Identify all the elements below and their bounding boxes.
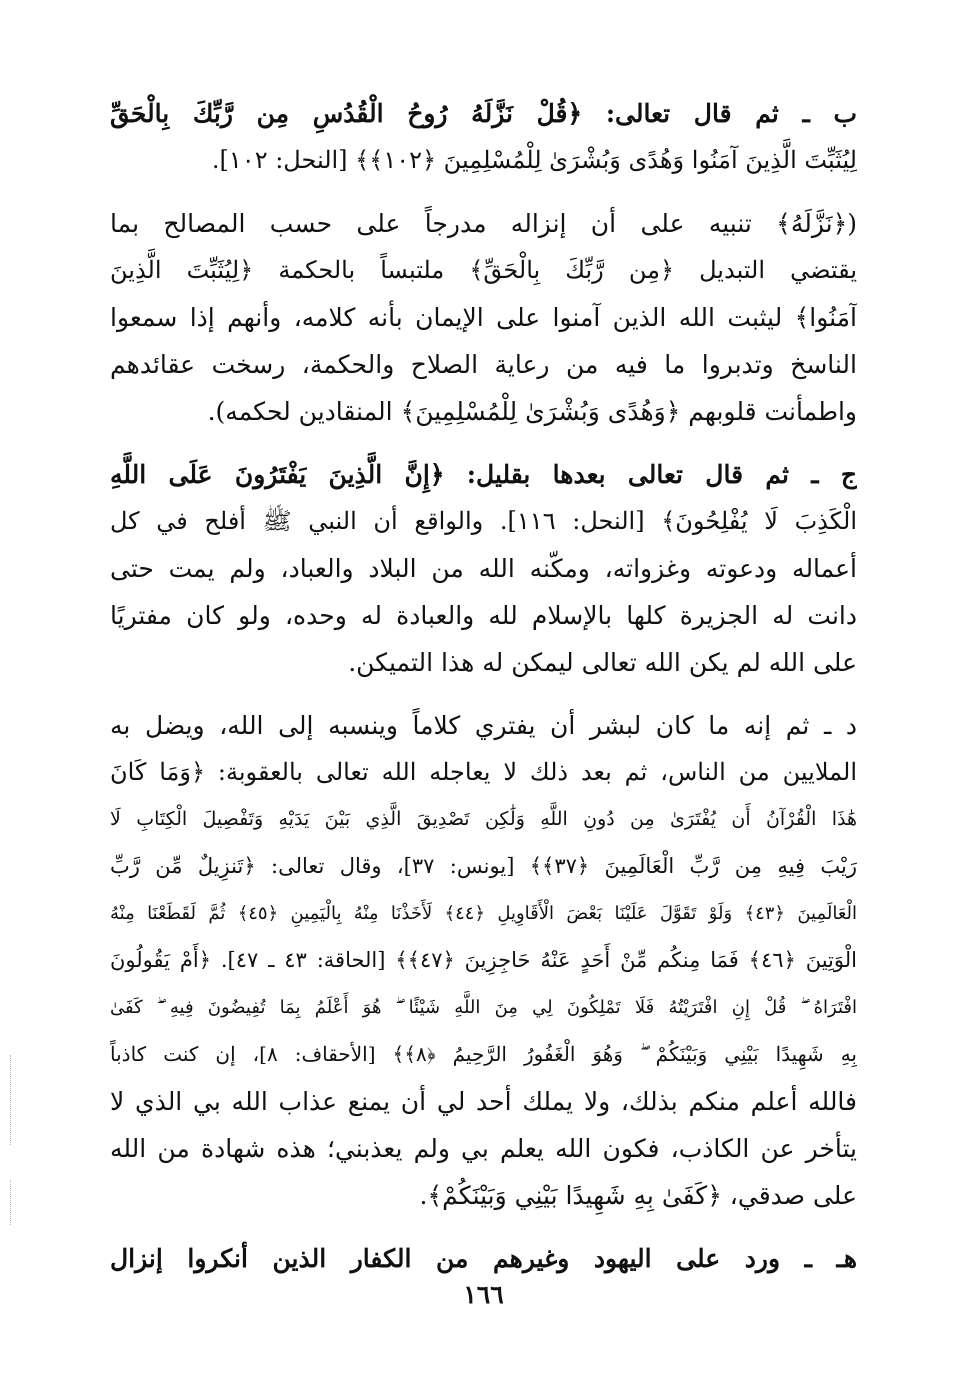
text-line: د ـ ثم إنه ما كان لبشر أن يفتري كلاماً وينسبه إلى الله، ويضل به	[110, 711, 857, 740]
text-line: هـ ـ ورد على اليهود وغيرهم من الكفار الذين أنكروا إنزال	[110, 1244, 857, 1273]
text-line: الناسخ وتدبروا ما فيه من رعاية الصلاح والحكمة، رسخت عقائدهم	[110, 350, 857, 379]
text-line: الْكَذِبَ لَا يُفْلِحُونَ﴾ [النحل: ١١٦]. والواقع أن النبي ﷺ أفلح في كل	[110, 507, 857, 535]
text-line: ج ـ ثم قال تعالى بعدها بقليل: ﴿إِنَّ الَّذِينَ يَفْتَرُونَ عَلَى اللَّهِ	[110, 460, 857, 489]
page-body	[110, 90, 857, 1298]
text-line: الْعَالَمِينَ ﴿٤٣﴾ وَلَوْ تَقَوَّلَ عَلَيْنَا بَعْضَ الْأَقَاوِيلِ ﴿٤٤﴾ لَأَخَذْنَا مِنْهُ بِالْيَمِينِ ﴿٤٥﴾ ثُمَّ لَقَطَعْنَا مِنْهُ	[110, 903, 857, 924]
text-line: أعماله ودعوته وغزواته، ومكّنه الله من البلاد والعباد، ولم يمت حتى	[110, 554, 857, 583]
paragraph-commentary	[110, 200, 857, 435]
text-line: لِيُثَبِّتَ الَّذِينَ آمَنُوا وَهُدًى وَبُشْرَىٰ لِلْمُسْلِمِينَ ﴿١٠٢﴾﴾ [النحل: ١٠٢].	[211, 146, 857, 174]
text-line: ب ـ ثم قال تعالى: ﴿قُلْ نَزَّلَهُ رُوحُ الْقُدُسِ مِن رَّبِّكَ بِالْحَقِّ	[110, 99, 857, 128]
text-line: يقتضي التبديل ﴿مِن رَّبِّكَ بِالْحَقِّ﴾ ملتبساً بالحكمة ﴿لِيُثَبِّتَ الَّذِينَ	[110, 256, 857, 284]
text-line: الملايين من الناس، ثم بعد ذلك لا يعاجله الله تعالى بالعقوبة: ﴿وَمَا كَانَ	[110, 758, 857, 786]
paragraph-h	[110, 1235, 857, 1282]
paragraph-b	[110, 90, 857, 184]
text-line: على الله لم يكن الله تعالى ليمكن له هذا التميكن.	[348, 648, 857, 677]
text-line: (﴿نَزَّلَهُ﴾ تنبيه على أن إنزاله مدرجاً على حسب المصالح بما	[110, 209, 857, 238]
text-line: الْوَتِينَ ﴿٤٦﴾ فَمَا مِنكُم مِّنْ أَحَدٍ عَنْهُ حَاجِزِينَ ﴿٤٧﴾﴾ [الحاقة: ٤٣ ـ ٤٧]. ﴿أَمْ يَقُولُونَ	[110, 948, 857, 972]
margin-scan-mark	[10, 1055, 14, 1145]
text-line: افْتَرَاهُ ۖ قُلْ إِنِ افْتَرَيْتُهُ فَلَا تَمْلِكُونَ لِي مِنَ اللَّهِ شَيْئًا ۖ هُوَ أَعْلَمُ بِمَا تُفِيضُونَ فِيهِ ۖ كَفَىٰ	[110, 997, 857, 1018]
text-line: دانت له الجزيرة كلها بالإسلام لله والعبادة له وحده، ولو كان مفتريًا	[110, 601, 857, 630]
text-line: يتأخر عن الكاذب، فكون الله يعلم بي ولم يعذبني؛ هذه شهادة من الله	[110, 1134, 857, 1163]
text-line: على صدقي، ﴿كَفَىٰ بِهِ شَهِيدًا بَيْنِي وَبَيْنَكُمْ﴾.	[419, 1181, 857, 1210]
paragraph-d	[110, 702, 857, 1219]
text-line: بِهِ شَهِيدًا بَيْنِي وَبَيْنَكُمْ ۖ وَهُوَ الْغَفُورُ الرَّحِيمُ ﴿٨﴾﴾ [الأحقاف: ٨]، إن كنت كاذباً	[110, 1042, 857, 1066]
margin-scan-mark	[10, 1180, 14, 1225]
paragraph-j	[110, 451, 857, 686]
text-line: رَيْبَ فِيهِ مِن رَّبِّ الْعَالَمِينَ ﴿٣٧﴾﴾ [يونس: ٣٧]، وقال تعالى: ﴿تَنزِيلٌ مِّن رَّبِّ	[110, 854, 857, 878]
text-line: هَٰذَا الْقُرْآنُ أَن يُفْتَرَىٰ مِن دُونِ اللَّهِ وَلَٰكِن تَصْدِيقَ الَّذِي بَيْنَ يَدَيْهِ وَتَفْصِيلَ الْكِتَابِ لَا	[110, 808, 857, 830]
text-line: فالله أعلم منكم بذلك، ولا يملك أحد لي أن يمنع عذاب الله بي الذي لا	[110, 1087, 857, 1116]
text-line: آمَنُوا﴾ ليثبت الله الذين آمنوا على الإيمان بأنه كلامه، وأنهم إذا سمعوا	[110, 303, 857, 332]
page-number: ١٦٦	[463, 1280, 504, 1309]
text-line: واطمأنت قلوبهم ﴿وَهُدًى وَبُشْرَىٰ لِلْمُسْلِمِينَ﴾ المنقادين لحكمه).	[207, 397, 857, 426]
